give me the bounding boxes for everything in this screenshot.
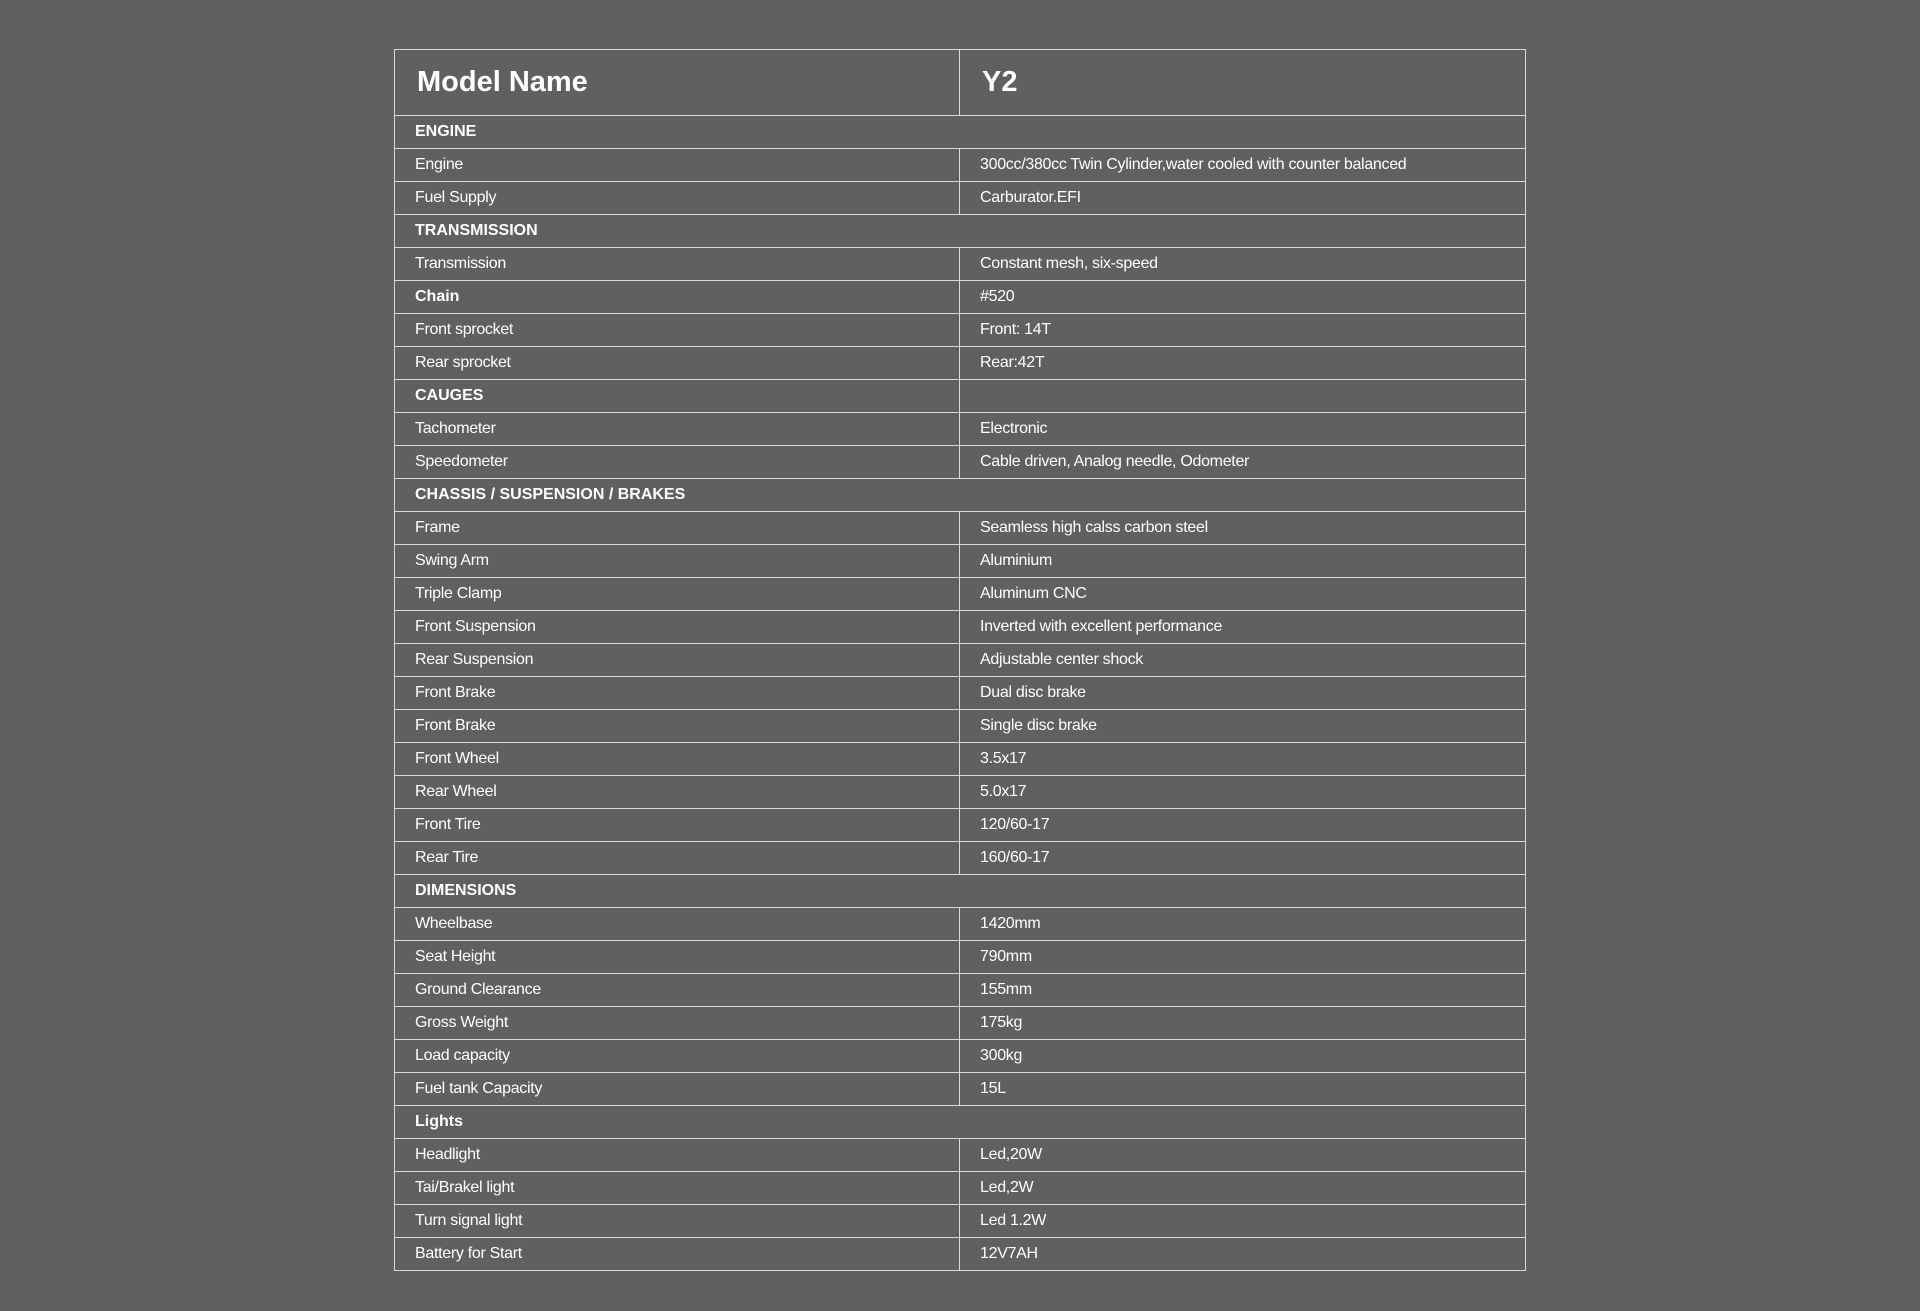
section-header-engine [395,116,1526,149]
spec-value: 5.0x17 [960,776,1526,809]
spec-label: Rear Suspension [395,644,960,677]
table-row [395,1073,1526,1106]
spec-label: Transmission [395,248,960,281]
spec-value: 175kg [960,1007,1526,1040]
spec-label: Front Wheel [395,743,960,776]
spec-label: Front Brake [395,710,960,743]
spec-value: Inverted with excellent performance [960,611,1526,644]
spec-value: Aluminium [960,545,1526,578]
table-row [395,842,1526,875]
table-row [395,1007,1526,1040]
table-row [395,149,1526,182]
spec-label: Rear Wheel [395,776,960,809]
section-title: ENGINE [395,116,1526,149]
table-row [395,743,1526,776]
spec-label: Fuel tank Capacity [395,1073,960,1106]
spec-value: 160/60-17 [960,842,1526,875]
table-row [395,1205,1526,1238]
spec-label: Front sprocket [395,314,960,347]
section-title: Lights [395,1106,1526,1139]
spec-label: Swing Arm [395,545,960,578]
spec-label: Fuel Supply [395,182,960,215]
spec-label: Tai/Brakel light [395,1172,960,1205]
spec-value: Led 1.2W [960,1205,1526,1238]
table-row [395,545,1526,578]
spec-value: Rear:42T [960,347,1526,380]
spec-value: Led,2W [960,1172,1526,1205]
model-name-value: Y2 [960,50,1526,116]
table-row [395,1238,1526,1271]
spec-value: 15L [960,1073,1526,1106]
table-row [395,677,1526,710]
table-row [395,446,1526,479]
spec-label: Rear sprocket [395,347,960,380]
spec-label: Frame [395,512,960,545]
spec-value: 3.5x17 [960,743,1526,776]
table-row [395,413,1526,446]
spec-value: #520 [960,281,1526,314]
spec-label: Gross Weight [395,1007,960,1040]
spec-label: Seat Height [395,941,960,974]
spec-value: Front: 14T [960,314,1526,347]
section-header-chassis [395,479,1526,512]
section-empty-cell [960,380,1526,413]
spec-value: 790mm [960,941,1526,974]
table-row [395,644,1526,677]
table-row [395,1172,1526,1205]
spec-value: Electronic [960,413,1526,446]
section-title: DIMENSIONS [395,875,1526,908]
spec-value: 120/60-17 [960,809,1526,842]
section-header-transmission [395,215,1526,248]
spec-label: Battery for Start [395,1238,960,1271]
spec-value: Constant mesh, six-speed [960,248,1526,281]
table-row [395,809,1526,842]
table-row [395,347,1526,380]
spec-label: Triple Clamp [395,578,960,611]
spec-value: Seamless high calss carbon steel [960,512,1526,545]
spec-table [394,49,1526,1271]
table-row [395,512,1526,545]
table-row [395,248,1526,281]
table-row [395,1139,1526,1172]
model-name-row [395,50,1526,116]
section-header-lights [395,1106,1526,1139]
model-name-label: Model Name [395,50,960,116]
spec-label: Engine [395,149,960,182]
spec-label: Front Brake [395,677,960,710]
spec-value: 300cc/380cc Twin Cylinder,water cooled with counter balanced [960,149,1526,182]
spec-value: Carburator.EFI [960,182,1526,215]
table-row [395,974,1526,1007]
spec-label: Tachometer [395,413,960,446]
spec-label: Chain [395,281,960,314]
spec-label: Load capacity [395,1040,960,1073]
spec-label: Front Tire [395,809,960,842]
table-row [395,578,1526,611]
spec-value: 1420mm [960,908,1526,941]
spec-value: 300kg [960,1040,1526,1073]
section-header-dimensions [395,875,1526,908]
spec-value: Aluminum CNC [960,578,1526,611]
spec-label: Ground Clearance [395,974,960,1007]
table-row [395,182,1526,215]
spec-value: Led,20W [960,1139,1526,1172]
spec-value: Single disc brake [960,710,1526,743]
table-row [395,281,1526,314]
spec-value: 12V7AH [960,1238,1526,1271]
spec-label: Turn signal light [395,1205,960,1238]
spec-value: Adjustable center shock [960,644,1526,677]
table-row [395,908,1526,941]
section-title: CAUGES [395,380,960,413]
spec-value: Dual disc brake [960,677,1526,710]
spec-label: Rear Tire [395,842,960,875]
spec-label: Headlight [395,1139,960,1172]
table-row [395,710,1526,743]
spec-value: 155mm [960,974,1526,1007]
table-row [395,776,1526,809]
table-row [395,941,1526,974]
section-title: CHASSIS / SUSPENSION / BRAKES [395,479,1526,512]
spec-label: Speedometer [395,446,960,479]
section-header-gauges [395,380,1526,413]
spec-label: Wheelbase [395,908,960,941]
spec-value: Cable driven, Analog needle, Odometer [960,446,1526,479]
table-row [395,1040,1526,1073]
table-row [395,611,1526,644]
spec-label: Front Suspension [395,611,960,644]
table-row [395,314,1526,347]
section-title: TRANSMISSION [395,215,1526,248]
